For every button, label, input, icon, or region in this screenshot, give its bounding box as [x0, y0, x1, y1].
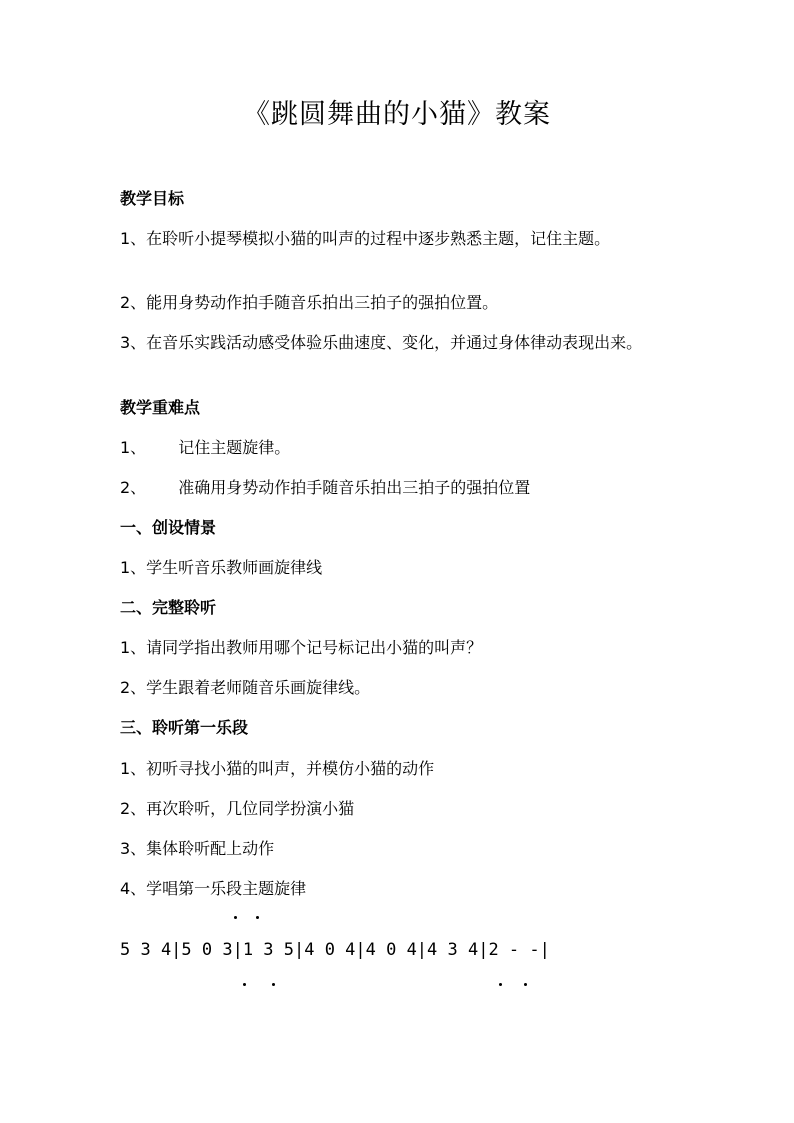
goal-item-3: 3、在音乐实践活动感受体验乐曲速度、变化，并通过身体律动表现出来。 — [120, 333, 643, 352]
goal-item-1: 1、在聆听小提琴模拟小猫的叫声的过程中逐步熟悉主题，记住主题。 — [120, 229, 611, 248]
goal-item-2: 2、能用身势动作拍手随音乐拍出三拍子的强拍位置。 — [120, 293, 499, 312]
key-point-item-1 — [120, 436, 680, 460]
key-point-number: 2、 — [120, 478, 147, 497]
part3-item-3: 3、集体聆听配上动作 — [120, 839, 275, 858]
low-octave-dot — [499, 983, 502, 986]
key-point-text: 准确用身势动作拍手随音乐拍出三拍子的强拍位置 — [178, 478, 531, 497]
key-point-text: 记住主题旋律。 — [178, 438, 291, 457]
section-heading-part2: 二、完整聆听 — [120, 598, 217, 617]
melody-notation: 5 3 4|5 0 3|1 3 5|4 0 4|4 0 4|4 3 4|2 - -| — [120, 940, 550, 960]
part2-item-2: 2、学生跟着老师随音乐画旋律线。 — [120, 678, 371, 697]
section-heading-part3: 三、聆听第一乐段 — [120, 718, 249, 737]
part3-item-2: 2、再次聆听，几位同学扮演小猫 — [120, 799, 355, 818]
high-octave-dot — [234, 916, 237, 919]
low-octave-dot — [243, 983, 246, 986]
section-heading-key-points: 教学重难点 — [120, 398, 201, 417]
part2-item-1: 1、请同学指出教师用哪个记号标记出小猫的叫声？ — [120, 638, 483, 657]
section-heading-part1: 一、创设情景 — [120, 518, 217, 537]
low-octave-dot — [272, 983, 275, 986]
low-octave-dot — [524, 983, 527, 986]
part3-item-4: 4、学唱第一乐段主题旋律 — [120, 879, 307, 898]
key-point-item-2 — [120, 476, 680, 500]
section-heading-goals: 教学目标 — [120, 189, 185, 208]
key-point-number: 1、 — [120, 438, 147, 457]
document-title: 《跳圆舞曲的小猫》教案 — [243, 99, 551, 130]
high-octave-dot — [256, 916, 259, 919]
part3-item-1: 1、初听寻找小猫的叫声，并模仿小猫的动作 — [120, 759, 435, 778]
part1-item-1: 1、学生听音乐教师画旋律线 — [120, 558, 323, 577]
